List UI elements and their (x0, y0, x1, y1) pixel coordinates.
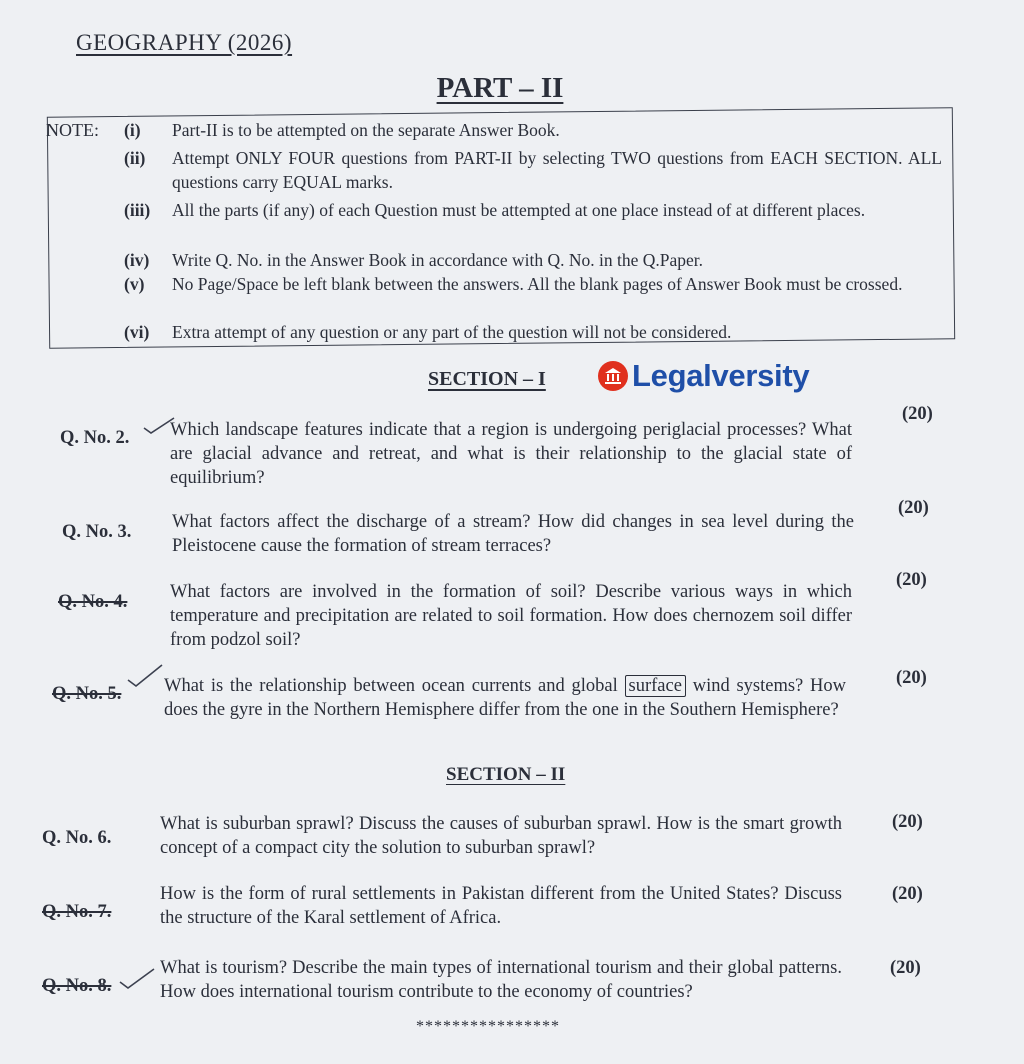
note-text: No Page/Space be left blank between the answers. All the blank pages of Answer Book must be crossed. (172, 274, 903, 294)
note-text: Attempt ONLY FOUR questions from PART-II by selecting TWO questions from EACH SECTION. ALL questions carry EQUAL marks. (172, 148, 942, 192)
notes-label: NOTE: (46, 120, 99, 140)
note-number: (vi) (124, 322, 150, 342)
note-text: Extra attempt of any question or any part of the question will not be considered. (172, 322, 732, 342)
question-number: Q. No. 3. (62, 522, 132, 542)
note-text: Write Q. No. in the Answer Book in accordance with Q. No. in the Q.Paper. (172, 250, 703, 270)
logo-text: Legalversity (632, 358, 810, 393)
question-text: How is the form of rural settlements in Pakistan different from the United States? Discuss the structure of the Karal settlement of Africa. (160, 884, 842, 928)
note-item (124, 248, 944, 272)
question-number: Q. No. 5. (52, 684, 122, 704)
question-text: What factors are involved in the formation of soil? Describe various ways in which temperature and precipitation are related to soil formation. How does chernozem soil differ from podzol soil? (170, 582, 852, 650)
question-text-part: wind systems? How does the gyre in the Northern Hemisphere differ from the one in the Southern Hemisphere? (164, 676, 846, 720)
end-of-paper-stars: **************** (416, 1018, 560, 1035)
question-marks: (20) (896, 668, 927, 688)
note-text: Part-II is to be attempted on the separate Answer Book. (172, 120, 560, 140)
note-text: All the parts (if any) of each Question must be attempted at one place instead of at different places. (172, 200, 866, 220)
question-marks: (20) (896, 570, 927, 590)
note-number: (ii) (124, 148, 146, 168)
question-number: Q. No. 8. (42, 976, 112, 996)
question-text: Which landscape features indicate that a region is undergoing periglacial processes? What are glacial advance and retreat, and what is their relationship to the glacial state of equilibrium? (170, 420, 852, 488)
note-number: (iv) (124, 250, 150, 270)
question-text: What factors affect the discharge of a stream? How did changes in sea level during the Pleistocene cause the formation of stream terraces? (172, 512, 854, 556)
note-number: (i) (124, 120, 141, 140)
question-text-part: What is the relationship between ocean currents and global (164, 676, 618, 696)
tick-mark-icon (118, 966, 158, 992)
note-item (124, 320, 944, 344)
question-marks: (20) (892, 884, 923, 904)
note-item (124, 198, 944, 222)
note-item (124, 272, 944, 296)
question-text (164, 674, 846, 722)
watermark-logo (598, 358, 809, 394)
question-number: Q. No. 4. (58, 592, 128, 612)
question-marks: (20) (890, 958, 921, 978)
note-number: (iii) (124, 200, 151, 220)
question-number: Q. No. 7. (42, 902, 112, 922)
paper-title: GEOGRAPHY (2026) (76, 30, 293, 55)
section-two-heading: SECTION – II (446, 764, 566, 785)
note-number: (v) (124, 274, 145, 294)
question-text: What is tourism? Describe the main types of international tourism and their global patterns. How does international tourism contribute to the economy of countries? (160, 958, 842, 1002)
tick-mark-icon (142, 416, 176, 438)
notes-box (47, 107, 955, 348)
section-one-heading: SECTION – I (428, 368, 546, 390)
question-marks: (20) (902, 404, 933, 424)
tick-mark-icon (126, 662, 166, 690)
question-number: Q. No. 6. (42, 828, 112, 848)
boxed-word: surface (625, 675, 686, 697)
question-marks: (20) (892, 812, 923, 832)
note-item (124, 118, 944, 142)
part-heading: PART – II (436, 72, 564, 104)
question-marks: (20) (898, 498, 929, 518)
question-number: Q. No. 2. (60, 428, 130, 448)
courthouse-icon (598, 361, 628, 391)
question-text: What is suburban sprawl? Discuss the causes of suburban sprawl. How is the smart growth concept of a compact city the solution to suburban sprawl? (160, 814, 842, 858)
note-item (124, 146, 944, 194)
